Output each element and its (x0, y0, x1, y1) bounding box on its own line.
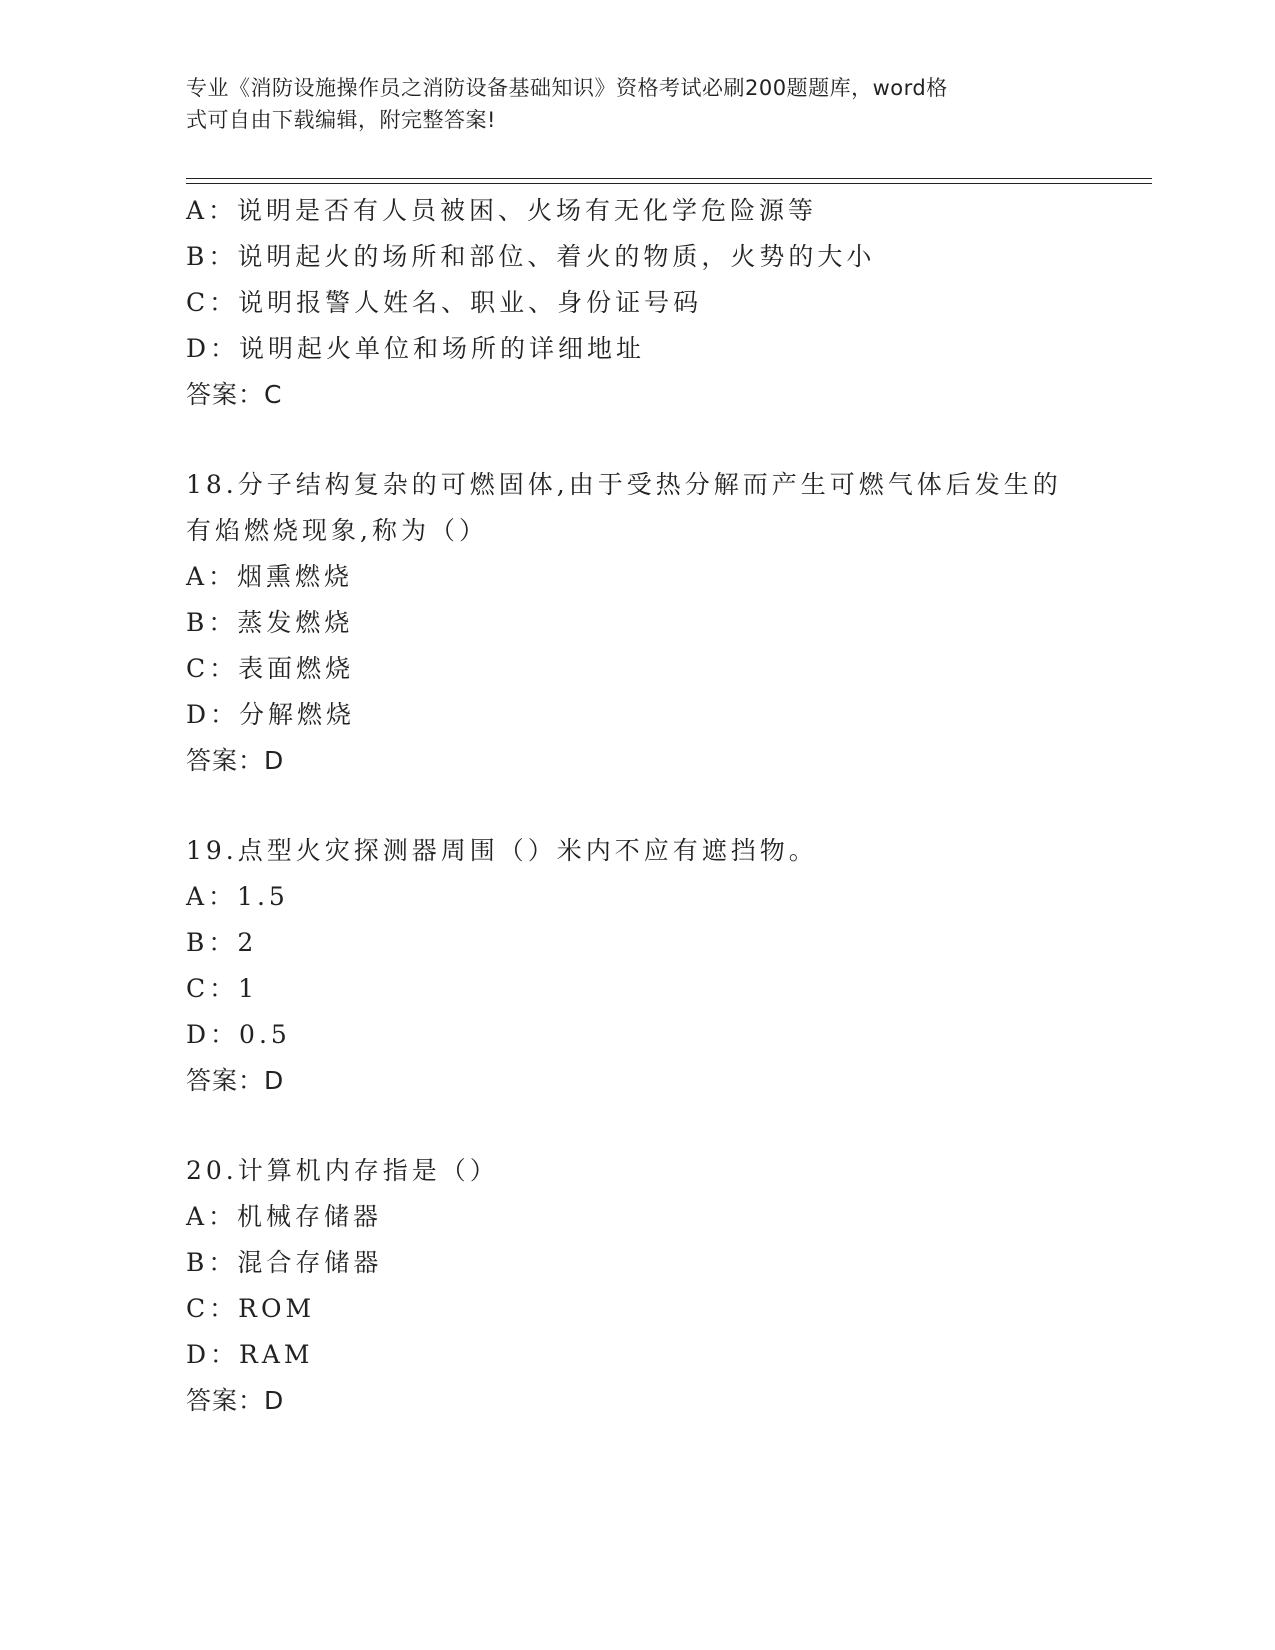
answer: 答案：D (186, 1386, 285, 1415)
question-stem: 18.分子结构复杂的可燃固体,由于受热分解而产生可燃气体后发生的 (186, 470, 1062, 499)
option-b: B：2 (186, 928, 258, 957)
answer: 答案：D (186, 746, 285, 775)
question-20 (186, 1148, 1152, 1424)
question-17-continued (186, 188, 1152, 418)
header-line-2: 式可自由下载编辑，附完整答案! (186, 108, 496, 132)
option-d: D：说明起火单位和场所的详细地址 (186, 334, 646, 363)
option-d: D：0.5 (186, 1020, 291, 1049)
header-divider-top (186, 178, 1152, 179)
option-a: A：烟熏燃烧 (186, 562, 354, 591)
question-18 (186, 462, 1152, 784)
header-line-1: 专业《消防设施操作员之消防设备基础知识》资格考试必刷200题题库，word格 (186, 76, 948, 100)
option-a: A：机械存储器 (186, 1202, 383, 1231)
question-stem: 20.计算机内存指是（） (186, 1156, 499, 1185)
option-b: B：蒸发燃烧 (186, 608, 354, 637)
answer: 答案：C (186, 380, 283, 409)
answer: 答案：D (186, 1066, 285, 1095)
option-d: D：分解燃烧 (186, 700, 356, 729)
question-19 (186, 828, 1152, 1104)
option-c: C：表面燃烧 (186, 654, 355, 683)
option-b: B：混合存储器 (186, 1248, 383, 1277)
option-c: C：ROM (186, 1294, 316, 1323)
question-stem-continued: 有焰燃烧现象,称为（） (186, 516, 488, 545)
header-divider-bottom (186, 183, 1152, 184)
question-stem: 19.点型火灾探测器周围（）米内不应有遮挡物。 (186, 836, 818, 865)
question-list (186, 188, 1152, 1424)
option-a: A：1.5 (186, 882, 289, 911)
option-d: D：RAM (186, 1340, 314, 1369)
option-b: B：说明起火的场所和部位、着火的物质，火势的大小 (186, 242, 876, 271)
option-a: A：说明是否有人员被困、火场有无化学危险源等 (186, 196, 818, 225)
option-c: C：1 (186, 974, 259, 1003)
option-c: C：说明报警人姓名、职业、身份证号码 (186, 288, 703, 317)
document-header (186, 72, 1066, 136)
